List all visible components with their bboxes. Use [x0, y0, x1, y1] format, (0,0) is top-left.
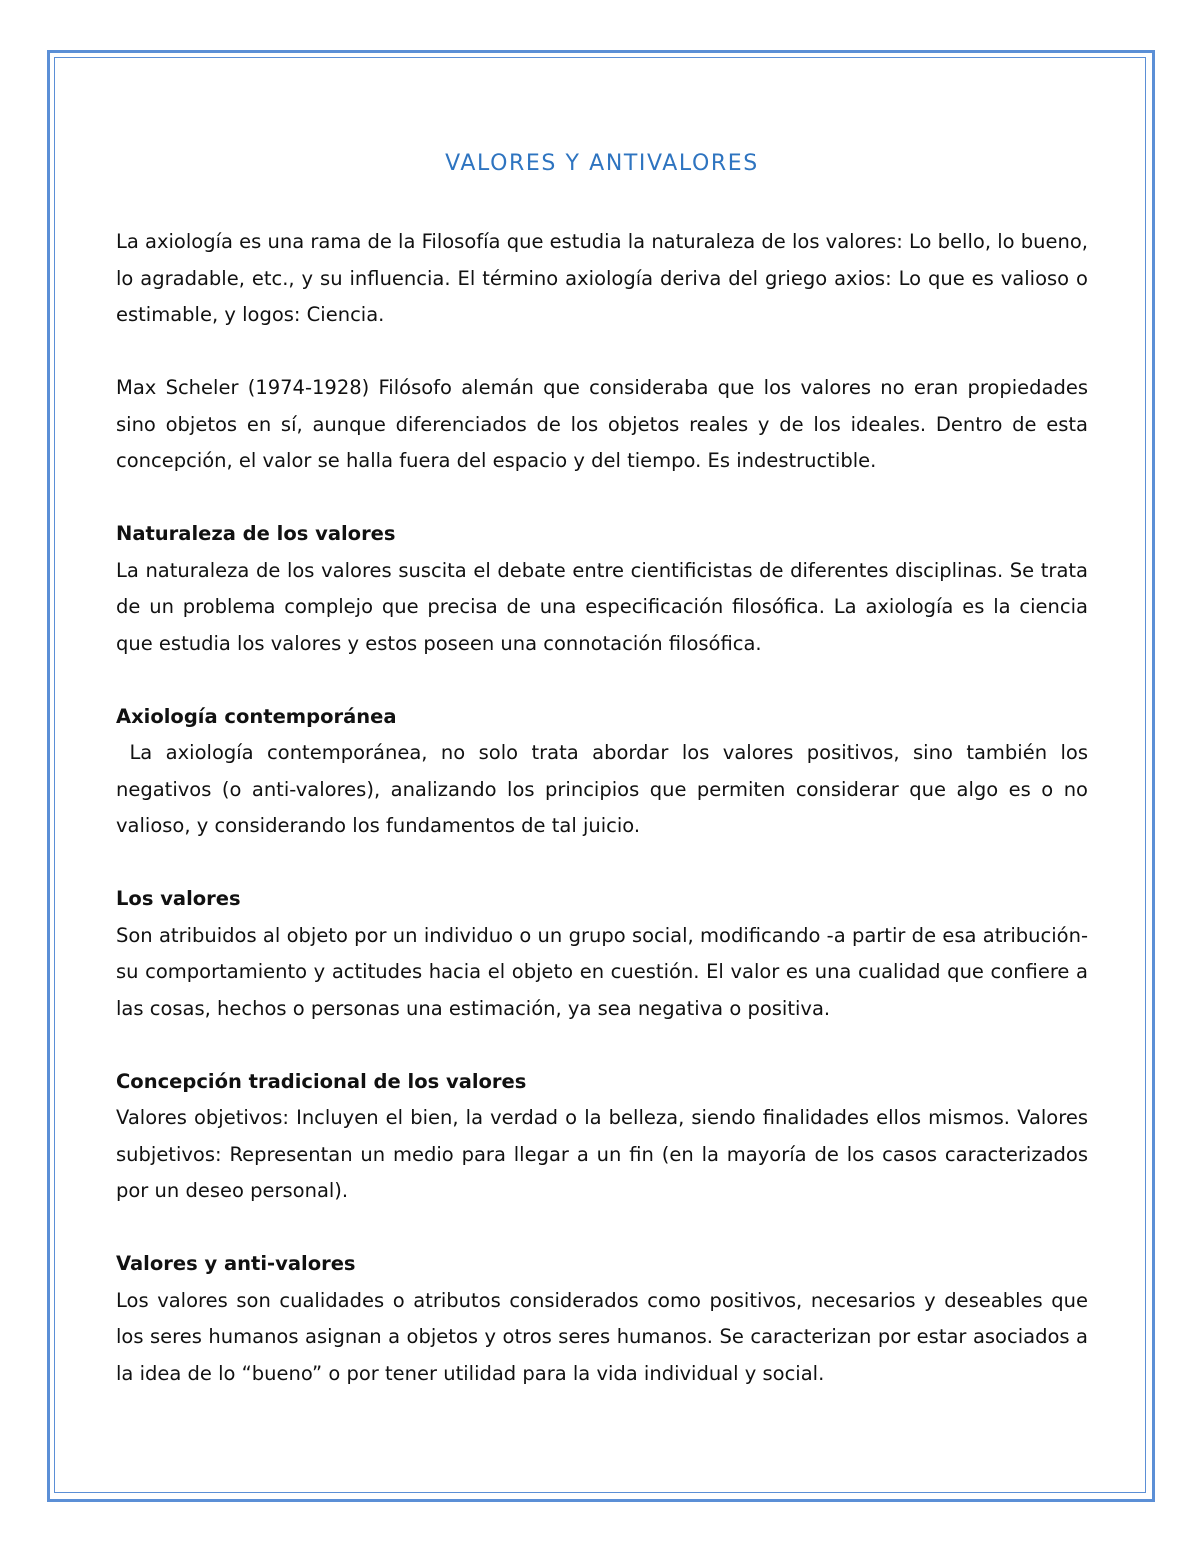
section-body: La axiología contemporánea, no solo trata abordar los valores positivos, sino también los negativos (o anti-valores), analizando los principios que permiten considerar que algo es o no valioso, y considerando los fundamentos de tal juicio.: [116, 741, 1095, 837]
section-heading: Los valores: [116, 887, 241, 910]
section-body: Son atribuidos al objeto por un individuo o un grupo social, modificando -a partir de esa atribución- su comportamiento y actitudes hacia el objeto en cuestión. El valor es una cualidad que confiere a las cosas, hechos o personas una estimación, ya sea negativa o positiva.: [116, 923, 1088, 1020]
section-los-valores: [116, 881, 1088, 1027]
section-heading: Naturaleza de los valores: [116, 522, 396, 545]
intro-paragraph: La axiología es una rama de la Filosofía que estudia la naturaleza de los valores: Lo bello, lo bueno, lo agradable, etc., y su influencia. El término axiología deriva del griego axios: Lo que es valioso o estimable, y logos: Ciencia.: [116, 230, 1088, 326]
section-concepcion-tradicional: [116, 1064, 1088, 1210]
document-body: [116, 144, 1095, 1429]
section-heading: Valores y anti-valores: [116, 1252, 356, 1275]
section-body: La naturaleza de los valores suscita el debate entre cientificistas de diferentes disciplinas. Se trata de un problema complejo que precisa de una especificación filosófica. La axiología es la ciencia que estudia los valores y estos poseen una connotación filosófica.: [116, 558, 1088, 655]
section-naturaleza: [116, 516, 1088, 662]
section-body: Valores objetivos: Incluyen el bien, la verdad o la belleza, siendo finalidades ellos mismos. Valores subjetivos: Representan un medio para llegar a un fin (en la mayoría de los casos caracterizados por un deseo personal).: [116, 1106, 1088, 1202]
section-body: Los valores son cualidades o atributos considerados como positivos, necesarios y deseables que los seres humanos asignan a objetos y otros seres humanos. Se caracterizan por estar asociados a la idea de lo “bueno” o por tener utilidad para la vida individual y social.: [116, 1288, 1088, 1385]
section-heading: Concepción tradicional de los valores: [116, 1069, 527, 1093]
section-heading: Axiología contemporánea: [116, 704, 397, 728]
scheler-paragraph: Max Scheler (1974-1928) Filósofo alemán que consideraba que los valores no eran propiedades sino objetos en sí, aunque diferenciados de los objetos reales y de los ideales. Dentro de esta concepción, el valor se halla fuera del espacio y del tiempo. Es indestructible.: [116, 376, 1088, 472]
document-title: VALORES Y ANTIVALORES: [445, 151, 759, 176]
section-axiologia-contemporanea: [116, 699, 1095, 845]
section-valores-y-antivalores: [116, 1246, 1088, 1392]
